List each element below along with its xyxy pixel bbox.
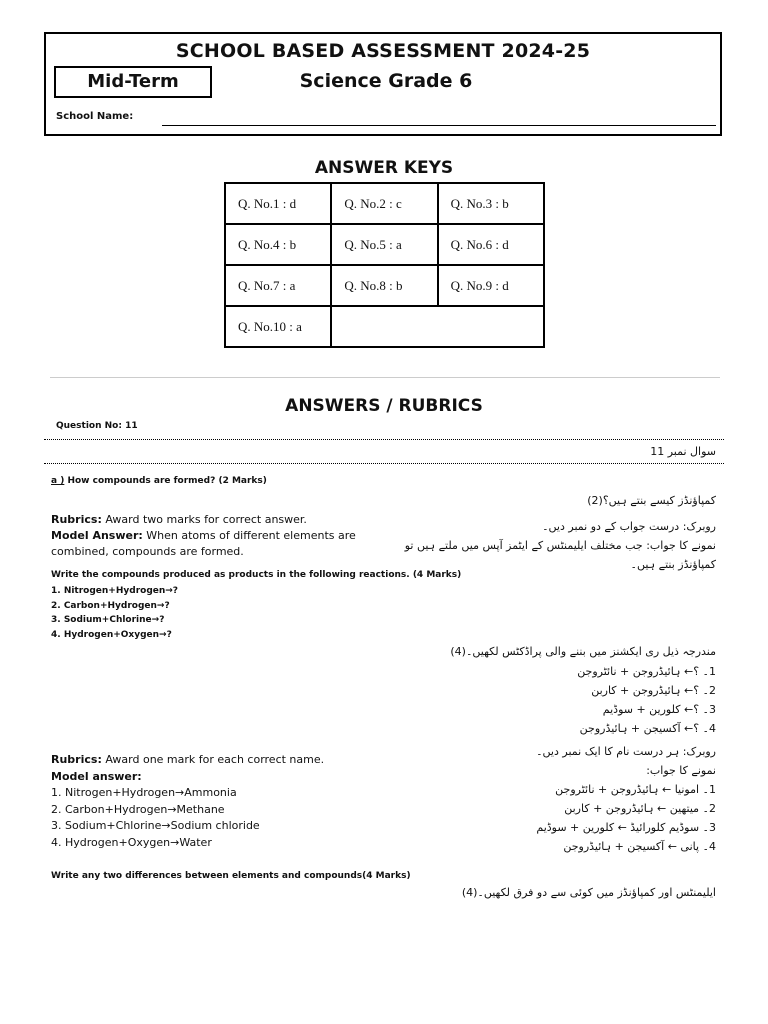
answer-key-cell: Q. No.5 : a [331,224,437,265]
part-b-question-urdu: مندرجہ ذیل ری ایکشنز میں بننے والی پراڈکٹس لکھیں۔(4) [450,645,716,658]
rubrics-title: ANSWERS / RUBRICS [285,396,483,416]
empty-cell [331,306,544,347]
list-item: 2. Carbon+Hydrogen→? [51,600,170,611]
part-a-rubric [51,512,396,560]
school-name-label: School Name: [56,111,134,122]
subject-title: Science Grade 6 [299,70,473,92]
list-item: 2. Carbon+Hydrogen→Methane [51,802,225,816]
model-answer-label: Model answer: [51,769,142,783]
model-answer-urdu: نمونے کا جواب: جب مختلف ایلیمنٹس کے ایٹمز آپس میں ملتے ہیں تو کمپاؤنڈز بنتے ہیں۔ [404,539,716,571]
answer-key-cell: Q. No.8 : b [331,265,437,306]
part-b-reaction-list [51,584,178,642]
answer-key-cell: Q. No.7 : a [225,265,331,306]
model-answer-urdu: نمونے کا جواب: [646,764,716,777]
list-item: 1۔ ؟← ہائیڈروجن + نائٹروجن [577,665,716,678]
part-a-question-urdu: کمپاؤنڈز کیسے بنتے ہیں؟(2) [587,494,716,507]
term-badge: Mid-Term [54,66,212,98]
rubric-urdu: روبرک: درست جواب کے دو نمبر دیں۔ [542,520,716,533]
part-b-question: Write the compounds produced as products in the following reactions. (4 Marks) [51,570,462,580]
list-item: 3. Sodium+Chlorine→Sodium chloride [51,819,260,832]
model-answer-label: Model Answer: [51,529,143,542]
list-item: 3. Sodium+Chlorine→? [51,615,165,625]
part-a-urdu-answer [376,517,716,574]
part-a-marker: a ) [51,476,65,486]
dotted-divider [44,439,724,440]
part-b-urdu-answer [416,742,716,856]
assessment-title: SCHOOL BASED ASSESSMENT 2024-25 [175,40,591,62]
part-a-question [51,476,267,486]
question-number-urdu: سوال نمبر 11 [650,445,716,458]
list-item: 2۔ ؟← ہائیڈروجن + کاربن [591,684,716,697]
part-c-question: Write any two differences between elements and compounds(4 Marks) [51,871,411,881]
part-c-question-urdu: ایلیمنٹس اور کمپاؤنڈز میں کوئی سے دو فرق لکھیں۔(4) [461,886,716,899]
rubric-text: Award two marks for correct answer. [101,513,307,526]
question-number-label: Question No: 11 [56,421,138,431]
table-row [225,306,544,347]
answer-key-cell: Q. No.1 : d [225,183,331,224]
rubric-label: Rubrics: [51,513,102,526]
answer-keys-table [224,182,545,348]
list-item: 1. Nitrogen+Hydrogen→Ammonia [51,786,237,799]
list-item: 4. Hydrogen+Oxygen→? [51,629,172,640]
answer-key-cell: Q. No.6 : d [438,224,544,265]
model-answer-text: When atoms of different elements are combined, compounds are formed. [51,529,356,558]
rubric-label: Rubrics: [51,753,102,766]
rubric-urdu: روبرک: ہر درست نام کا ایک نمبر دیں۔ [536,745,716,758]
table-row [225,183,544,224]
part-a-question-text: How compounds are formed? (2 Marks) [64,476,267,486]
section-divider [50,377,720,378]
list-item: 4۔ ؟← آکسیجن + ہائیڈروجن [579,722,716,735]
list-item: 3۔ ؟← کلورین + سوڈیم [602,703,716,716]
school-name-line [162,125,716,126]
list-item: 1۔ امونیا ← ہائیڈروجن + نائٹروجن [555,783,716,796]
answer-key-cell: Q. No.2 : c [331,183,437,224]
dotted-divider [44,463,724,464]
list-item: 4. Hydrogen+Oxygen→Water [51,835,212,849]
list-item: 3۔ سوڈیم کلورائیڈ ← کلورین + سوڈیم [536,821,716,834]
answer-key-cell: Q. No.10 : a [225,306,331,347]
list-item: 1. Nitrogen+Hydrogen→? [51,586,179,596]
table-row [225,224,544,265]
answer-key-cell: Q. No.3 : b [438,183,544,224]
list-item: 2۔ میتھین ← ہائیڈروجن + کاربن [564,802,716,815]
table-row [225,265,544,306]
header-box [44,32,722,136]
answer-keys-title: ANSWER KEYS [314,158,454,178]
answer-key-cell: Q. No.4 : b [225,224,331,265]
answer-key-cell: Q. No.9 : d [438,265,544,306]
list-item: 4۔ پانی ← آکسیجن + ہائیڈروجن [563,840,716,853]
part-b-reaction-list-urdu [416,662,716,738]
rubric-text: Award one mark for each correct name. [101,753,325,766]
part-b-rubric [51,752,396,851]
